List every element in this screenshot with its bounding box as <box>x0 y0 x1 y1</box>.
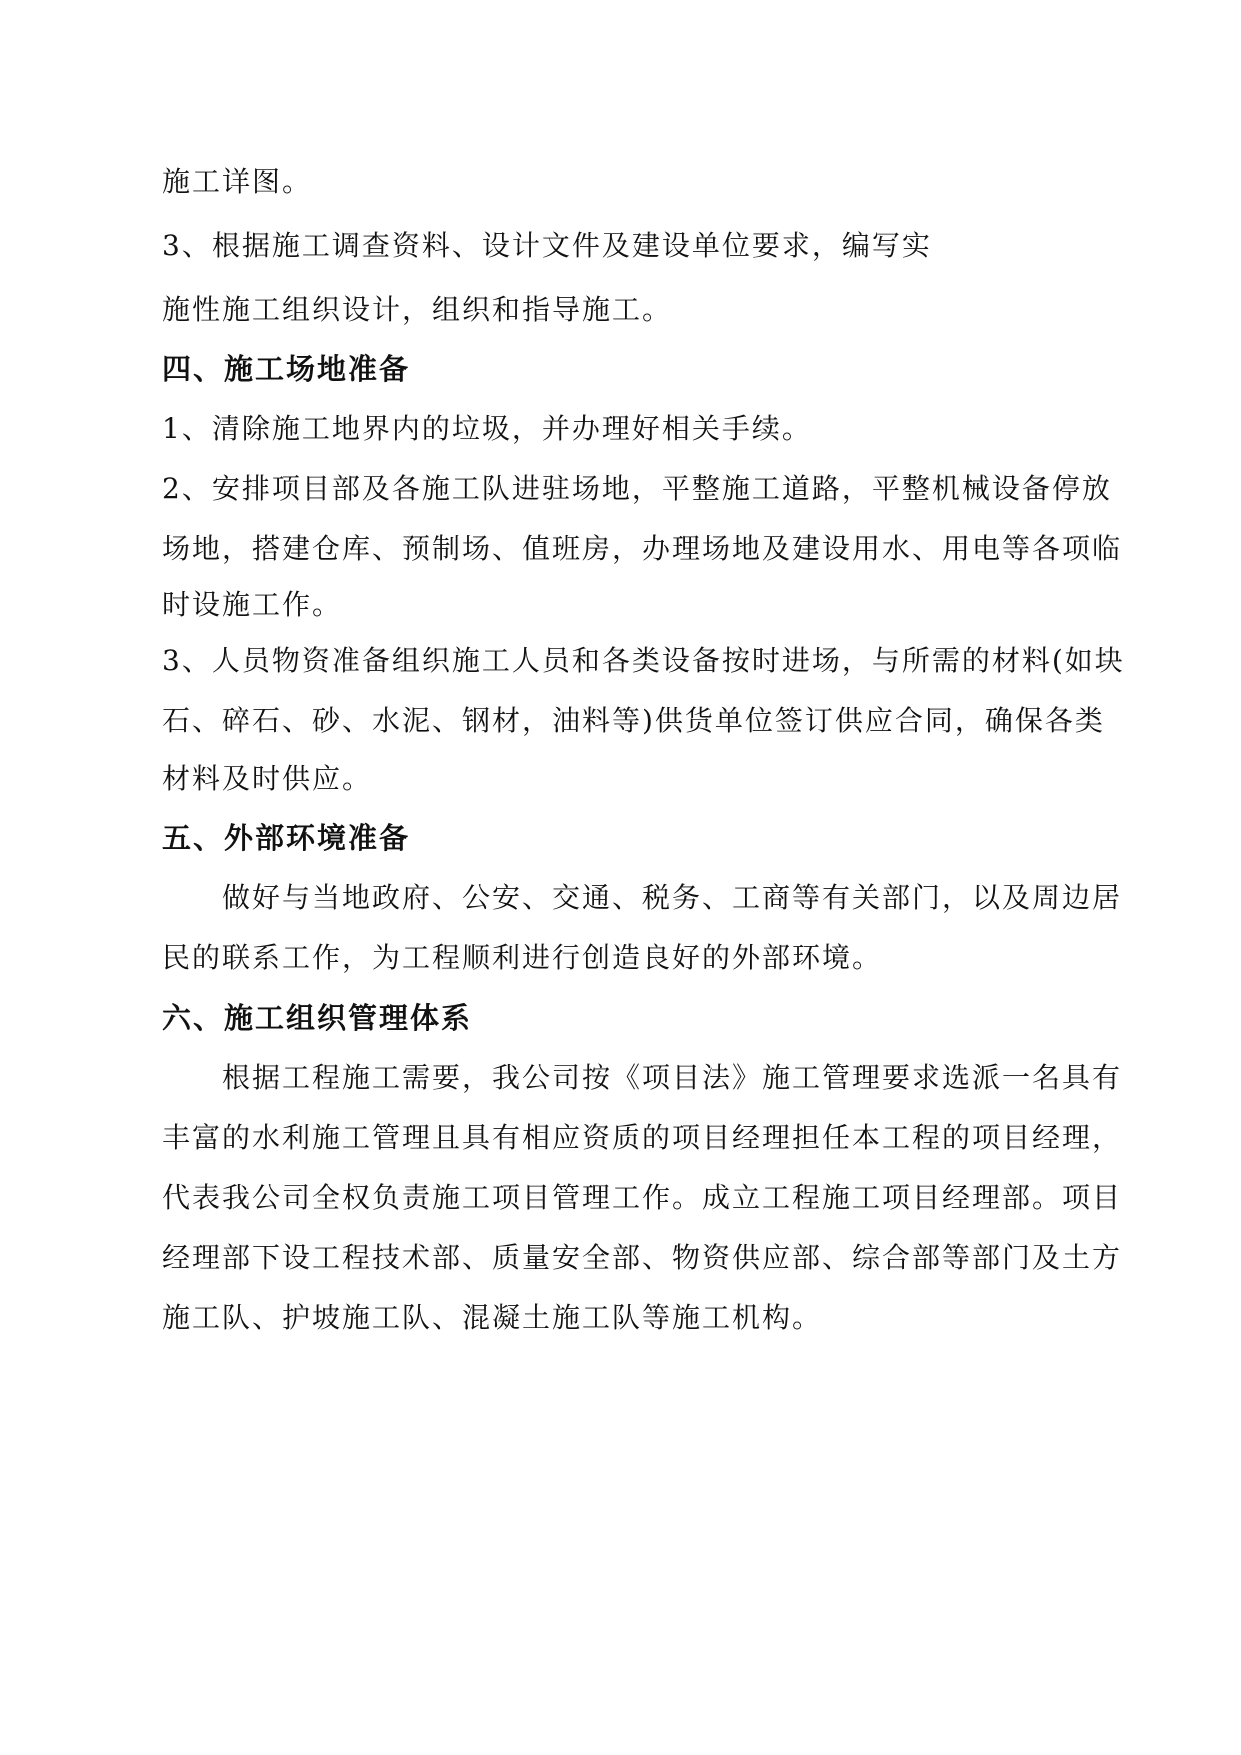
section-4-item-3-line-1: 3、人员物资准备组织施工人员和各类设备按时进场，与所需的材料(如块 <box>162 644 1125 677</box>
section-4-item-3-line-2: 石、碎石、砂、水泥、钢材，油料等)供货单位签订供应合同，确保各类 <box>162 704 1105 737</box>
section-4-item-2-line-1: 2、安排项目部及各施工队进驻场地，平整施工道路，平整机械设备停放 <box>162 472 1112 505</box>
section-4-item-2-line-3: 时设施工作。 <box>162 588 343 621</box>
design-item-3-line-2: 施性施工组织设计，组织和指导施工。 <box>162 293 673 326</box>
section-6-paragraph-line-1: 根据工程施工需要，我公司按《项目法》施工管理要求选派一名具有 <box>222 1061 1123 1094</box>
section-6-paragraph-line-3: 代表我公司全权负责施工项目管理工作。成立工程施工项目经理部。项目 <box>162 1181 1123 1214</box>
section-4-item-2-line-2: 场地，搭建仓库、预制场、值班房，办理场地及建设用水、用电等各项临 <box>162 532 1123 565</box>
section-5-paragraph-line-2: 民的联系工作，为工程顺利进行创造良好的外部环境。 <box>162 941 883 974</box>
section-4-item-3-line-3: 材料及时供应。 <box>162 762 373 795</box>
continuation-line: 施工详图。 <box>162 165 313 198</box>
section-6-paragraph-line-5: 施工队、护坡施工队、混凝土施工队等施工机构。 <box>162 1301 823 1334</box>
section-4-item-1-line-1: 1、清除施工地界内的垃圾，并办理好相关手续。 <box>162 412 812 445</box>
section-4-heading: 四、施工场地准备 <box>162 352 411 386</box>
section-5-paragraph-line-1: 做好与当地政府、公安、交通、税务、工商等有关部门，以及周边居 <box>222 881 1123 914</box>
section-6-paragraph-line-2: 丰富的水利施工管理且具有相应资质的项目经理担任本工程的项目经理， <box>162 1121 1123 1154</box>
section-6-heading: 六、施工组织管理体系 <box>162 1001 473 1035</box>
section-6-paragraph-line-4: 经理部下设工程技术部、质量安全部、物资供应部、综合部等部门及土方 <box>162 1241 1123 1274</box>
design-item-3-line-1: 3、根据施工调查资料、设计文件及建设单位要求，编写实 <box>162 229 932 262</box>
section-5-heading: 五、外部环境准备 <box>162 821 411 855</box>
